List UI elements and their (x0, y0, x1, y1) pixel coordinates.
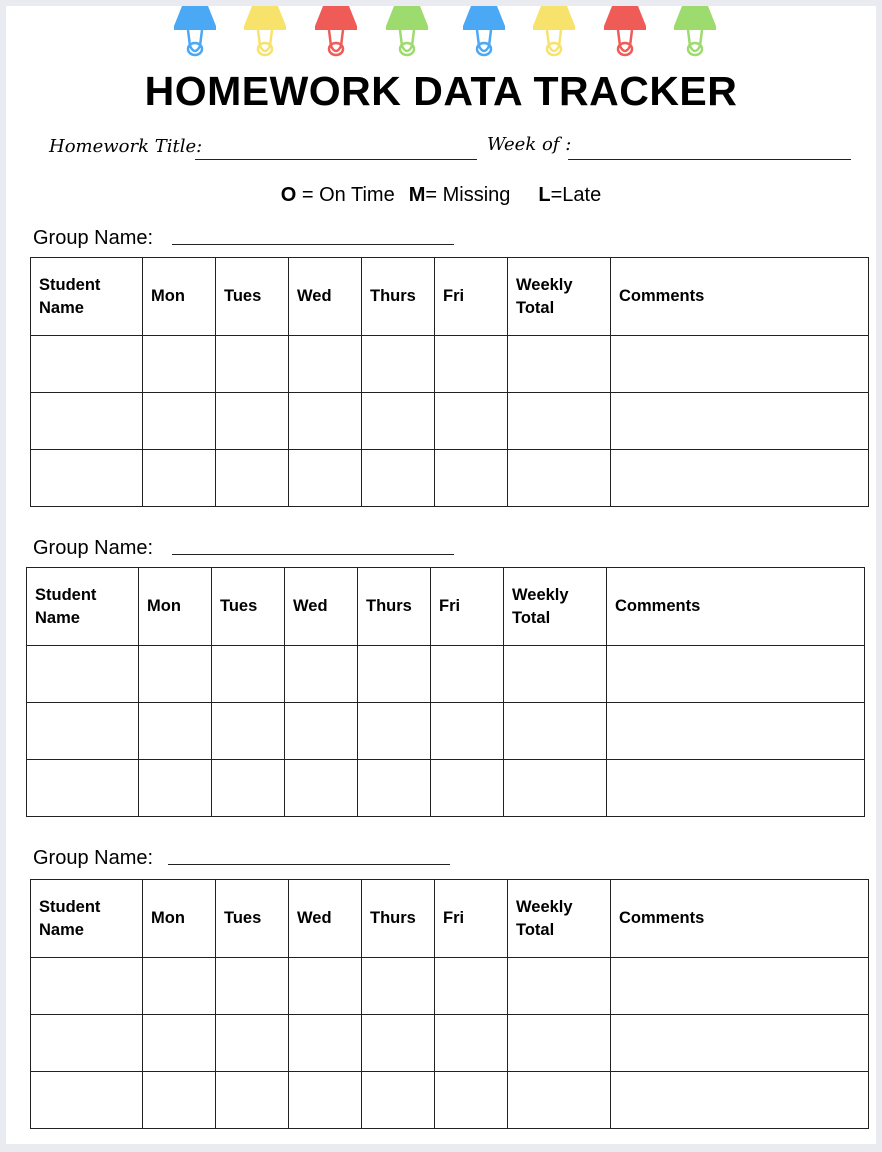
column-header-student-name: Student Name (31, 258, 143, 336)
table-cell[interactable] (431, 703, 504, 760)
tracker-table (30, 257, 869, 507)
table-cell[interactable] (139, 703, 212, 760)
column-header-fri: Fri (435, 880, 508, 958)
table-cell[interactable] (358, 760, 431, 817)
column-header-wed: Wed (285, 568, 358, 646)
week-of-line[interactable] (568, 159, 851, 160)
table-row (31, 336, 869, 393)
table-cell[interactable] (143, 1072, 216, 1129)
legend (6, 184, 876, 207)
homework-title-label: Homework Title: (49, 136, 203, 157)
table-cell[interactable] (289, 958, 362, 1015)
column-header-thurs: Thurs (362, 880, 435, 958)
table-cell[interactable] (508, 958, 611, 1015)
table-cell[interactable] (216, 393, 289, 450)
binder-clip-icon (672, 6, 718, 58)
column-header-wed: Wed (289, 880, 362, 958)
table-cell[interactable] (31, 1072, 143, 1129)
table-cell[interactable] (289, 450, 362, 507)
table-cell[interactable] (216, 1072, 289, 1129)
group-name-line[interactable] (172, 554, 454, 555)
table-cell[interactable] (607, 703, 865, 760)
column-header-weekly-total: Weekly Total (508, 880, 611, 958)
column-header-fri: Fri (435, 258, 508, 336)
binder-clip-icon (313, 6, 359, 58)
table-cell[interactable] (504, 703, 607, 760)
table-cell[interactable] (362, 336, 435, 393)
table-row (27, 646, 865, 703)
table-cell[interactable] (435, 1015, 508, 1072)
table-cell[interactable] (143, 450, 216, 507)
table-cell[interactable] (285, 760, 358, 817)
column-header-mon: Mon (143, 258, 216, 336)
legend-missing-text: = Missing (425, 184, 511, 206)
binder-clip-icon (461, 6, 507, 58)
table-row (27, 703, 865, 760)
table-cell[interactable] (143, 1015, 216, 1072)
table-cell[interactable] (285, 703, 358, 760)
table-cell[interactable] (435, 393, 508, 450)
tracker-table (30, 879, 869, 1129)
table-cell[interactable] (31, 1015, 143, 1072)
column-header-mon: Mon (139, 568, 212, 646)
table-cell[interactable] (27, 760, 139, 817)
table-cell[interactable] (508, 336, 611, 393)
table-cell[interactable] (27, 646, 139, 703)
table-cell[interactable] (143, 958, 216, 1015)
table-cell[interactable] (611, 958, 869, 1015)
table-cell[interactable] (31, 336, 143, 393)
legend-on-time-text: = On Time (296, 184, 395, 206)
legend-on-time-key: O (280, 184, 297, 206)
table-cell[interactable] (431, 646, 504, 703)
tracker-table (26, 567, 865, 817)
column-header-tues: Tues (216, 258, 289, 336)
column-header-comments: Comments (611, 880, 869, 958)
column-header-comments: Comments (611, 258, 869, 336)
page-title: HOMEWORK DATA TRACKER (144, 68, 738, 114)
table-cell[interactable] (216, 336, 289, 393)
column-header-weekly-total: Weekly Total (508, 258, 611, 336)
table-cell[interactable] (607, 760, 865, 817)
binder-clip-icon (242, 6, 288, 58)
binder-clips-decoration (6, 6, 876, 66)
table-cell[interactable] (31, 393, 143, 450)
legend-missing-key: M (408, 184, 426, 206)
table-cell[interactable] (362, 1015, 435, 1072)
table-cell[interactable] (31, 958, 143, 1015)
table-cell[interactable] (435, 958, 508, 1015)
table-cell[interactable] (362, 958, 435, 1015)
group-name-line[interactable] (168, 864, 450, 865)
table-cell[interactable] (607, 646, 865, 703)
group-name-label: Group Name: (33, 227, 154, 249)
binder-clip-icon (172, 6, 218, 58)
table-cell[interactable] (358, 646, 431, 703)
table-cell[interactable] (611, 450, 869, 507)
legend-late-text: =Late (550, 184, 602, 206)
column-header-student-name: Student Name (27, 568, 139, 646)
column-header-tues: Tues (212, 568, 285, 646)
table-row (31, 958, 869, 1015)
table-cell[interactable] (508, 1072, 611, 1129)
table-cell[interactable] (289, 1072, 362, 1129)
table-cell[interactable] (285, 646, 358, 703)
column-header-comments: Comments (607, 568, 865, 646)
table-cell[interactable] (216, 1015, 289, 1072)
column-header-tues: Tues (216, 880, 289, 958)
table-cell[interactable] (216, 450, 289, 507)
table-cell[interactable] (289, 336, 362, 393)
table-cell[interactable] (289, 393, 362, 450)
table-row (31, 1072, 869, 1129)
table-cell[interactable] (212, 760, 285, 817)
table-cell[interactable] (31, 450, 143, 507)
table-cell[interactable] (27, 703, 139, 760)
table-row (27, 760, 865, 817)
table-cell[interactable] (611, 393, 869, 450)
table-row (31, 1015, 869, 1072)
table-cell[interactable] (143, 393, 216, 450)
table-cell[interactable] (362, 393, 435, 450)
week-of-label: Week of : (487, 134, 572, 155)
table-cell[interactable] (611, 1015, 869, 1072)
table-row (31, 393, 869, 450)
group-name-label: Group Name: (33, 537, 154, 559)
table-cell[interactable] (289, 1015, 362, 1072)
table-cell[interactable] (508, 1015, 611, 1072)
table-cell[interactable] (431, 760, 504, 817)
table-cell[interactable] (358, 703, 431, 760)
group-name-line[interactable] (172, 244, 454, 245)
worksheet-page (6, 6, 876, 1144)
table-cell[interactable] (362, 1072, 435, 1129)
homework-title-line[interactable] (195, 159, 477, 160)
column-header-thurs: Thurs (358, 568, 431, 646)
table-cell[interactable] (611, 336, 869, 393)
legend-late-key: L (538, 184, 551, 206)
table-cell[interactable] (611, 1072, 869, 1129)
binder-clip-icon (531, 6, 577, 58)
table-cell[interactable] (435, 450, 508, 507)
binder-clip-icon (602, 6, 648, 58)
table-cell[interactable] (143, 336, 216, 393)
table-cell[interactable] (435, 1072, 508, 1129)
table-cell[interactable] (504, 760, 607, 817)
table-cell[interactable] (362, 450, 435, 507)
column-header-fri: Fri (431, 568, 504, 646)
group-name-label: Group Name: (33, 847, 154, 869)
column-header-student-name: Student Name (31, 880, 143, 958)
table-cell[interactable] (139, 760, 212, 817)
table-cell[interactable] (216, 958, 289, 1015)
column-header-wed: Wed (289, 258, 362, 336)
table-cell[interactable] (508, 450, 611, 507)
table-cell[interactable] (212, 646, 285, 703)
column-header-weekly-total: Weekly Total (504, 568, 607, 646)
table-row (31, 450, 869, 507)
table-cell[interactable] (504, 646, 607, 703)
binder-clip-icon (384, 6, 430, 58)
table-cell[interactable] (435, 336, 508, 393)
table-cell[interactable] (508, 393, 611, 450)
column-header-mon: Mon (143, 880, 216, 958)
table-cell[interactable] (212, 703, 285, 760)
table-cell[interactable] (139, 646, 212, 703)
column-header-thurs: Thurs (362, 258, 435, 336)
